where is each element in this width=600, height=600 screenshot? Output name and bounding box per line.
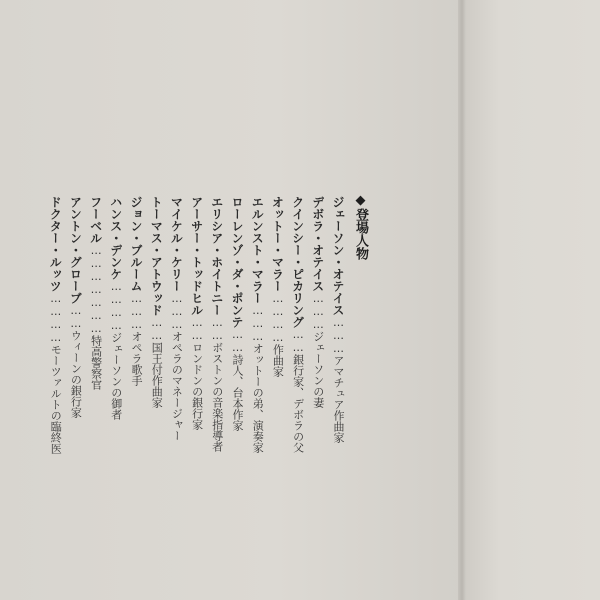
character-description: ジェーソンの妻	[311, 331, 325, 408]
character-entry	[168, 196, 184, 441]
character-name: ハンス・デンケ	[108, 196, 123, 280]
character-entry	[229, 196, 245, 431]
leader-dots: ……	[69, 304, 83, 330]
character-name: ドクター・ルッツ	[48, 196, 63, 292]
character-description: ジェーソンの御者	[109, 332, 123, 420]
character-name: トーマス・アトウッド	[149, 196, 164, 316]
right-page	[466, 0, 600, 600]
character-entry	[128, 196, 144, 386]
leader-dots: …………	[49, 292, 63, 344]
leader-dots: ……	[231, 328, 244, 354]
character-name: エルンスト・マラー	[250, 196, 265, 304]
character-description: ボストンの音楽指導者	[210, 342, 224, 452]
leader-dots: …………	[271, 292, 285, 344]
character-description: 国王付作曲家	[150, 342, 164, 408]
leader-dots: ………	[170, 292, 184, 331]
leader-dots: ……	[291, 328, 305, 354]
leader-dots: ……	[210, 316, 224, 342]
character-name: マイケル・ケリー	[169, 196, 184, 292]
character-entry	[148, 196, 164, 408]
character-description: 作曲家	[271, 344, 285, 377]
leader-dots: ………	[311, 292, 325, 331]
leader-dots: …………	[109, 280, 123, 332]
leader-dots: ………	[332, 316, 345, 355]
character-name: アントン・グローブ	[68, 196, 83, 304]
character-description: ウィーンの銀行家	[69, 330, 83, 418]
book-gutter	[458, 0, 466, 600]
character-entry	[330, 196, 346, 443]
character-entry	[269, 196, 285, 377]
character-name: アーサー・トッドヒル	[189, 196, 204, 316]
character-entry	[290, 196, 306, 453]
character-entry	[249, 196, 265, 453]
character-description: モーツァルトの臨終医	[49, 344, 63, 454]
leader-dots: ……	[150, 316, 164, 342]
character-description: アマチュア作曲家	[332, 355, 345, 443]
character-description: 銀行家、デボラの父	[291, 354, 305, 453]
character-name: エリシア・ホイトニー	[209, 196, 224, 316]
character-name: オットー・マラー	[270, 196, 285, 292]
character-description: 特高警察官	[89, 335, 103, 390]
character-description: ロンドンの銀行家	[190, 342, 204, 430]
leader-dots: ………	[130, 292, 143, 331]
character-name: ジェーソン・オテイス	[331, 196, 345, 316]
leader-dots: ………	[251, 304, 265, 343]
character-entry	[47, 196, 63, 454]
character-name: ローレンゾ・ダ・ポンテ	[230, 196, 244, 328]
character-name: クインシー・ピカリング	[290, 196, 305, 328]
character-entry	[189, 196, 205, 430]
character-name: ジョン・ブルーム	[129, 196, 143, 292]
character-entry	[209, 196, 225, 452]
leader-dots: ……	[190, 316, 204, 342]
character-list-heading: ◆登場人物	[353, 193, 368, 260]
character-description: オットーの弟、演奏家	[251, 343, 265, 453]
character-entry	[108, 196, 124, 420]
leader-dots: …………………	[89, 244, 103, 335]
character-entry	[67, 196, 83, 418]
character-name: フーベル	[88, 196, 103, 244]
character-name: デボラ・オテイス	[310, 196, 325, 292]
character-description: オペラ歌手	[130, 331, 143, 386]
character-entry	[310, 196, 326, 408]
character-description: 詩人、台本作家	[231, 354, 244, 431]
character-description: オペラのマネージャー	[170, 331, 184, 441]
character-entry	[88, 196, 104, 390]
